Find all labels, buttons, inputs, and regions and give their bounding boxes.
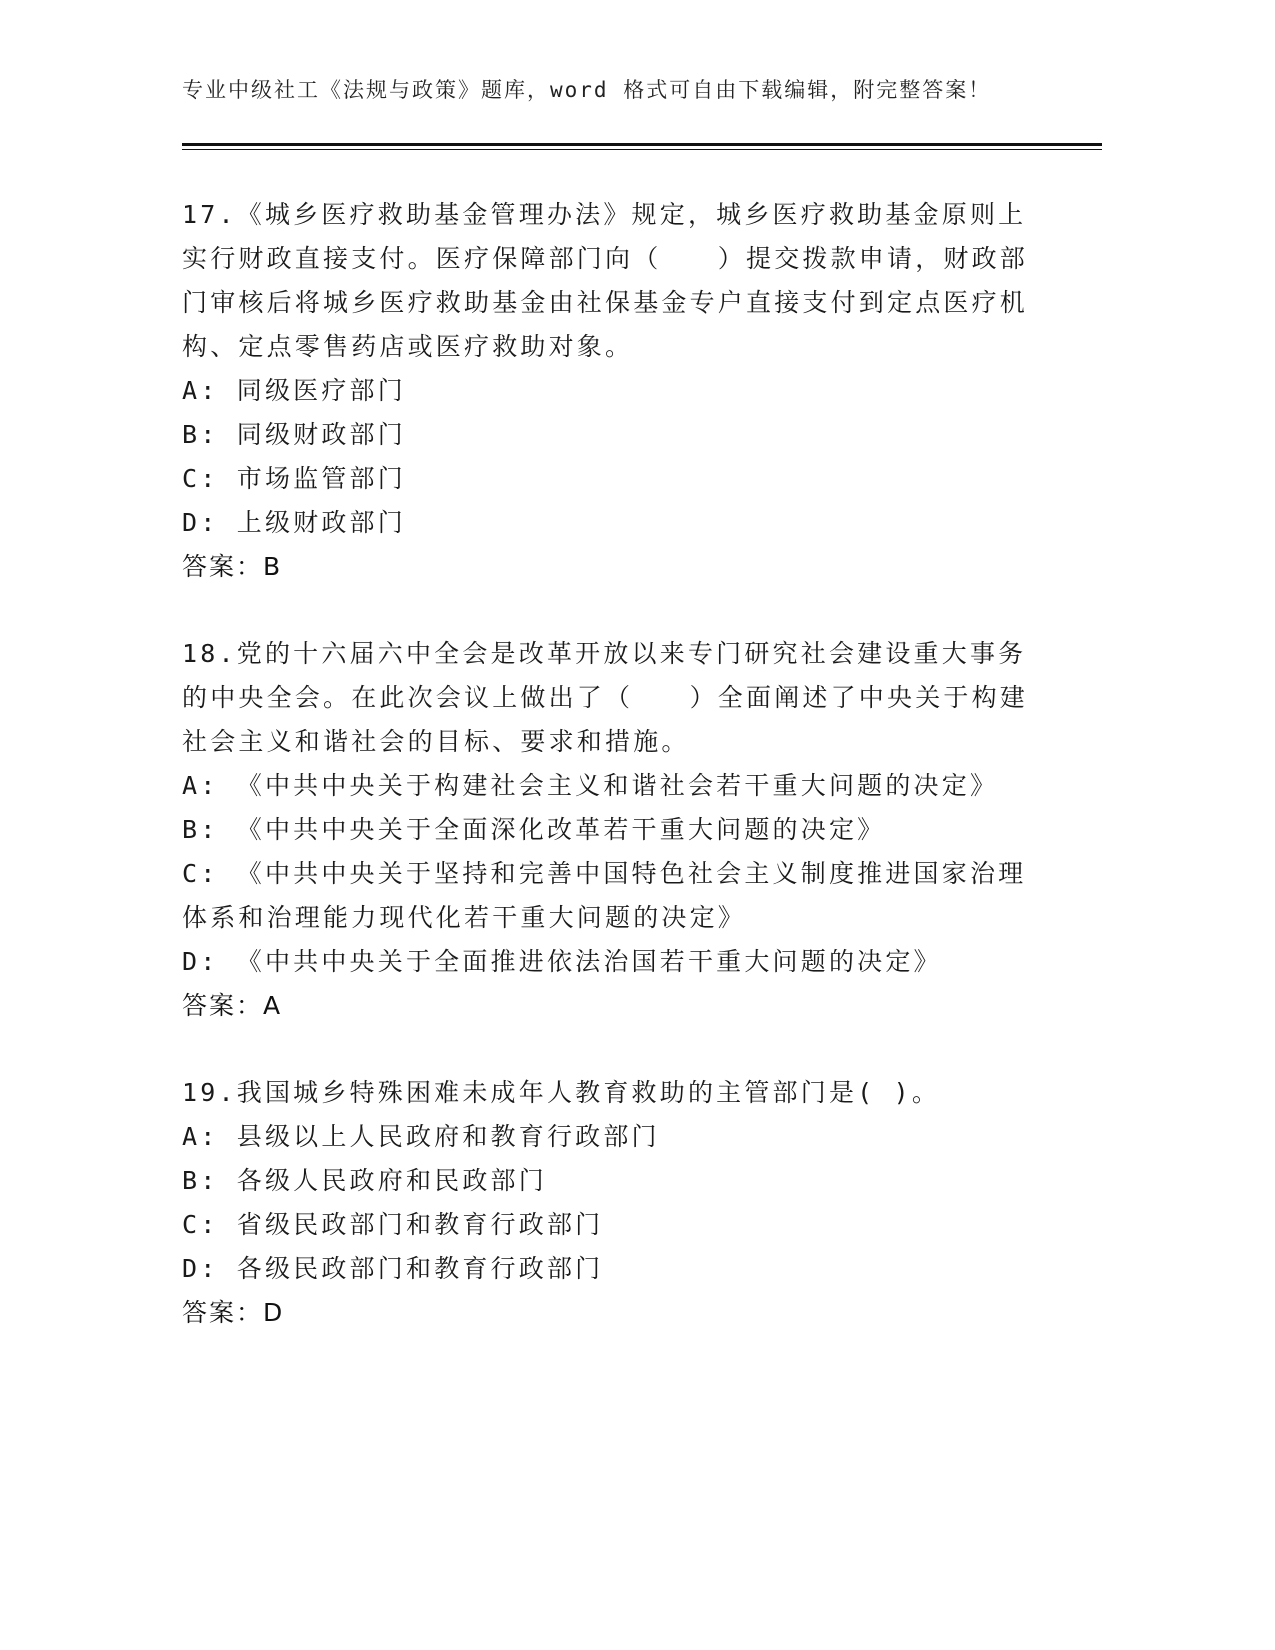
answer-label: 答案：A [182, 991, 283, 1020]
question-17 [182, 193, 1052, 589]
option-c: C: 市场监管部门 [182, 464, 406, 493]
option-d: D: 各级民政部门和教育行政部门 [182, 1254, 604, 1283]
answer-label: 答案：B [182, 552, 283, 581]
page-header: 专业中级社工《法规与政策》题库，word 格式可自由下载编辑，附完整答案！ [182, 78, 992, 102]
header-divider [182, 143, 1102, 146]
question-18 [182, 632, 1052, 1028]
question-stem: 19.我国城乡特殊困难未成年人教育救助的主管部门是( )。 [182, 1078, 941, 1107]
option-c: C: 《中共中央关于坚持和完善中国特色社会主义制度推进国家治理体系和治理能力现代化若干重大问题的决定》 [182, 859, 1027, 932]
question-list [182, 193, 1052, 1378]
question-stem: 17.《城乡医疗救助基金管理办法》规定，城乡医疗救助基金原则上实行财政直接支付。医疗保障部门向（ ）提交拨款申请，财政部门审核后将城乡医疗救助基金由社保基金专户直接支付到定点医疗机构、定点零售药店或医疗救助对象。 [182, 200, 1029, 361]
option-c: C: 省级民政部门和教育行政部门 [182, 1210, 604, 1239]
option-b: B: 《中共中央关于全面深化改革若干重大问题的决定》 [182, 815, 886, 844]
option-a: A: 县级以上人民政府和教育行政部门 [182, 1122, 660, 1151]
question-stem: 18.党的十六届六中全会是改革开放以来专门研究社会建设重大事务的中央全会。在此次会议上做出了（ ）全面阐述了中央关于构建社会主义和谐社会的目标、要求和措施。 [182, 639, 1029, 756]
option-a: A: 《中共中央关于构建社会主义和谐社会若干重大问题的决定》 [182, 771, 999, 800]
header-divider-thin [182, 149, 1102, 150]
option-b: B: 同级财政部门 [182, 420, 406, 449]
option-b: B: 各级人民政府和民政部门 [182, 1166, 547, 1195]
question-19 [182, 1071, 1052, 1335]
option-d: D: 《中共中央关于全面推进依法治国若干重大问题的决定》 [182, 947, 942, 976]
option-d: D: 上级财政部门 [182, 508, 406, 537]
option-a: A: 同级医疗部门 [182, 376, 406, 405]
answer-label: 答案：D [182, 1298, 285, 1327]
